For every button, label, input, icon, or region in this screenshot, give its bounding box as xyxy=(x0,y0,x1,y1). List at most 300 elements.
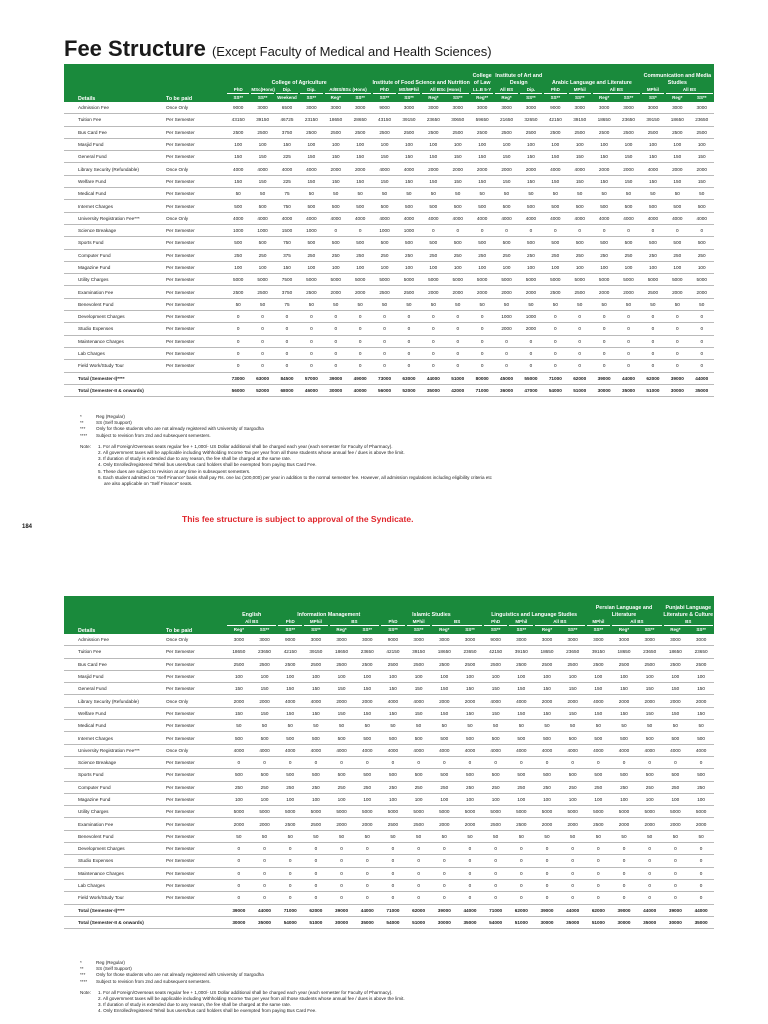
fee-value: 250 xyxy=(560,781,586,793)
fee-value: 0 xyxy=(421,224,445,236)
fee-value: 150 xyxy=(470,175,494,187)
fee-value: 150 xyxy=(277,707,303,719)
fee-value: 500 xyxy=(372,237,396,249)
fee-frequency: Per Semester xyxy=(164,781,226,793)
fee-value: 30000 xyxy=(431,916,457,928)
table2-group-header: Linguistics and Language Studies xyxy=(483,596,586,618)
fee-value: 4000 xyxy=(637,744,663,756)
table1-row xyxy=(64,249,714,261)
fee-item-label: Admission Fee xyxy=(64,102,164,114)
fee-value: 0 xyxy=(616,360,640,372)
fee-value: 5000 xyxy=(470,274,494,286)
fee-value: 3000 xyxy=(637,634,663,646)
fee-value: 250 xyxy=(226,249,250,261)
fee-value: 100 xyxy=(250,261,274,273)
fee-value: 100 xyxy=(446,261,470,273)
fee-value: 0 xyxy=(483,843,509,855)
fee-value: 0 xyxy=(534,892,560,904)
fee-value: 0 xyxy=(226,335,250,347)
fee-value: 5000 xyxy=(665,274,689,286)
table1-row xyxy=(64,102,714,114)
fee-item-label: University Registration Fee*** xyxy=(64,212,164,224)
fee-value: 0 xyxy=(586,855,612,867)
fee-value: 2000 xyxy=(519,163,543,175)
fee-value: 50 xyxy=(543,188,567,200)
fee-value: 0 xyxy=(568,360,592,372)
fee-value: 50 xyxy=(688,830,714,842)
fee-value: 250 xyxy=(303,781,329,793)
fee-value: 2000 xyxy=(637,818,663,830)
fee-value: 500 xyxy=(641,200,665,212)
fee-value: 3000 xyxy=(494,102,518,114)
fee-value: 100 xyxy=(534,670,560,682)
fee-value: 0 xyxy=(348,323,372,335)
fee-value: 0 xyxy=(470,347,494,359)
fee-value: 4000 xyxy=(534,744,560,756)
fee-value: 100 xyxy=(568,138,592,150)
note-text: 6. Each student admitted on "Self Finance" basis shall pay Rs. one lac (100,000) per year in addition to the normal semester fee. However, all admission regulations including eligibility criteria etc xyxy=(98,474,492,480)
fee-value: 0 xyxy=(421,347,445,359)
fee-value: 500 xyxy=(372,200,396,212)
fee-value: 2000 xyxy=(226,695,252,707)
fee-value: 9000 xyxy=(380,634,406,646)
fee-value: 100 xyxy=(380,670,406,682)
table2-finance-header: SS** xyxy=(567,627,578,632)
fee-value: 5000 xyxy=(592,274,616,286)
fee-value: 4000 xyxy=(688,744,714,756)
fee-value: 100 xyxy=(637,793,663,805)
fee-frequency: Per Semester xyxy=(164,274,226,286)
fee-value: 250 xyxy=(431,781,457,793)
fee-value: 50 xyxy=(250,188,274,200)
table2-total-row xyxy=(64,916,714,928)
fee-value: 150 xyxy=(560,707,586,719)
fee-value: 2000 xyxy=(252,818,278,830)
table2-header xyxy=(64,596,714,634)
fee-frequency: Per Semester xyxy=(164,892,226,904)
table2-program-header: MPhil xyxy=(587,618,611,626)
fee-value: 39150 xyxy=(406,646,432,658)
fee-value: 4000 xyxy=(277,744,303,756)
fee-value: 0 xyxy=(688,879,714,891)
fee-value: 35000 xyxy=(252,916,278,928)
fee-value: 0 xyxy=(470,335,494,347)
table1-program-header: All BSc (Hons) xyxy=(422,86,469,94)
fee-value: 2500 xyxy=(508,818,534,830)
fee-value: 73000 xyxy=(372,372,396,384)
fee-value: 100 xyxy=(592,138,616,150)
fee-value: 39150 xyxy=(641,114,665,126)
fee-value: 0 xyxy=(560,843,586,855)
fee-value: 1000 xyxy=(494,311,518,323)
fee-value: 62000 xyxy=(508,904,534,916)
fee-value: 0 xyxy=(303,855,329,867)
fee-value: 100 xyxy=(446,138,470,150)
fee-value: 150 xyxy=(508,683,534,695)
fee-value: 4000 xyxy=(299,212,323,224)
fee-value: 2000 xyxy=(611,695,637,707)
fee-value: 0 xyxy=(568,335,592,347)
fee-value: 0 xyxy=(457,843,483,855)
fee-value: 250 xyxy=(616,249,640,261)
fee-value: 0 xyxy=(226,879,252,891)
fee-value: 4000 xyxy=(348,212,372,224)
fee-value: 0 xyxy=(250,311,274,323)
fee-value: 50 xyxy=(252,720,278,732)
fee-frequency: Per Semester xyxy=(164,151,226,163)
fee-value: 100 xyxy=(543,261,567,273)
fee-value: 500 xyxy=(637,732,663,744)
fee-value: 0 xyxy=(446,224,470,236)
table1-row xyxy=(64,138,714,150)
fee-value: 2000 xyxy=(354,695,380,707)
fee-value: 51000 xyxy=(508,916,534,928)
fee-value: 50 xyxy=(226,188,250,200)
fee-value: 500 xyxy=(421,200,445,212)
fee-value: 44000 xyxy=(252,904,278,916)
fee-value: 39000 xyxy=(665,372,689,384)
note-text: 1. For all Foreign/Overseas seats regular fee + 1,000/- US Dollar additional shall be charged each year (each semester for Faculty of Pharmacy). xyxy=(98,989,393,995)
fee-value: 500 xyxy=(688,769,714,781)
fee-value: 4000 xyxy=(397,163,421,175)
fee-value: 18650 xyxy=(324,114,348,126)
fee-frequency: Per Semester xyxy=(164,769,226,781)
fee-value: 50 xyxy=(354,830,380,842)
fee-frequency: Per Semester xyxy=(164,646,226,658)
fee-value: 50 xyxy=(421,188,445,200)
fee-value: 3000 xyxy=(299,102,323,114)
fee-value: 49000 xyxy=(348,372,372,384)
fee-value: 0 xyxy=(637,843,663,855)
fee-value: 2500 xyxy=(586,818,612,830)
fee-value: 50 xyxy=(277,830,303,842)
fee-value: 100 xyxy=(226,261,250,273)
fee-value: 0 xyxy=(431,756,457,768)
fee-value: 100 xyxy=(299,261,323,273)
fee-value: 2000 xyxy=(519,286,543,298)
fee-value: 5000 xyxy=(329,806,355,818)
note-text: 4. Only Enrolled/registered Tehsil bus users/bus card holders shall be exempted from paying Bus Card Fee. xyxy=(98,462,317,468)
fee-item-label: Magazine Fund xyxy=(64,793,164,805)
fee-value: 100 xyxy=(421,138,445,150)
fee-value: 4000 xyxy=(380,695,406,707)
fee-value: 150 xyxy=(690,175,715,187)
table1-row xyxy=(64,261,714,273)
fee-value: 5000 xyxy=(397,274,421,286)
fee-value: 500 xyxy=(250,237,274,249)
fee-value: 50 xyxy=(641,188,665,200)
fee-value: 4000 xyxy=(586,695,612,707)
fee-value: 0 xyxy=(275,323,299,335)
fee-value: 100 xyxy=(688,793,714,805)
fee-value: 9000 xyxy=(226,102,250,114)
fee-value: 4000 xyxy=(483,695,509,707)
fee-value: 0 xyxy=(324,347,348,359)
fee-value: 5000 xyxy=(421,274,445,286)
fee-value: 750 xyxy=(275,200,299,212)
fee-value: 150 xyxy=(611,683,637,695)
fee-value: 4000 xyxy=(380,744,406,756)
legend-text: SS (Self Support) xyxy=(96,420,132,426)
table2-finance-header: SS** xyxy=(644,627,655,632)
fee-value: 2500 xyxy=(457,658,483,670)
fee-value: 0 xyxy=(690,224,715,236)
fee-item-label: Tuition Fee xyxy=(64,114,164,126)
table2-program-header: MPhil xyxy=(509,618,533,626)
fee-value: 225 xyxy=(275,151,299,163)
fee-value: 100 xyxy=(397,138,421,150)
fee-value: 2500 xyxy=(252,658,278,670)
fee-value: 150 xyxy=(688,683,714,695)
table2-finance-header: SS** xyxy=(311,627,321,632)
fee-value: 50 xyxy=(494,188,518,200)
fee-value: 50 xyxy=(508,720,534,732)
title-main: Fee Structure xyxy=(64,36,206,61)
fee-value: 0 xyxy=(560,855,586,867)
table2-finance-header: SS** xyxy=(285,627,295,632)
fee-value: 0 xyxy=(372,360,396,372)
fee-value: 51000 xyxy=(641,384,665,396)
fee-value: 51000 xyxy=(303,916,329,928)
fee-value: 0 xyxy=(329,756,355,768)
fee-value: 100 xyxy=(663,793,689,805)
fee-item-label: Examination Fee xyxy=(64,286,164,298)
fee-value: 47000 xyxy=(519,384,543,396)
fee-value: 50 xyxy=(354,720,380,732)
fee-value: 5000 xyxy=(324,274,348,286)
fee-value: 0 xyxy=(519,360,543,372)
table2-program-header: MPhil xyxy=(407,618,431,626)
fee-value: 100 xyxy=(637,670,663,682)
fee-value: 0 xyxy=(637,756,663,768)
fee-value: 3000 xyxy=(303,634,329,646)
fee-value: 23650 xyxy=(252,646,278,658)
fee-value: 4000 xyxy=(592,212,616,224)
fee-value: 0 xyxy=(508,867,534,879)
fee-value: 0 xyxy=(592,311,616,323)
fee-value: 150 xyxy=(226,683,252,695)
fee-value: 500 xyxy=(457,769,483,781)
fee-item-label: Science Breakage xyxy=(64,224,164,236)
fee-value: 2500 xyxy=(406,818,432,830)
fee-value: 42150 xyxy=(380,646,406,658)
fee-value: 4000 xyxy=(275,163,299,175)
table2-group-header: Information Management xyxy=(277,596,380,618)
table2-finance-header: SS** xyxy=(490,627,501,632)
fee-value: 50 xyxy=(431,830,457,842)
fee-value: 0 xyxy=(348,311,372,323)
fee-value: 0 xyxy=(534,879,560,891)
fee-value: 500 xyxy=(303,732,329,744)
fee-value: 0 xyxy=(611,843,637,855)
fee-value: 2500 xyxy=(226,658,252,670)
fee-value: 2500 xyxy=(250,286,274,298)
fee-value: 50 xyxy=(586,720,612,732)
table2-finance-header: SS** xyxy=(593,627,604,632)
fee-value: 100 xyxy=(690,261,715,273)
fee-value: 0 xyxy=(616,323,640,335)
fee-value: 50 xyxy=(611,720,637,732)
fee-value: 2500 xyxy=(372,286,396,298)
fee-value: 500 xyxy=(592,237,616,249)
table1-row xyxy=(64,274,714,286)
fee-value: 0 xyxy=(324,360,348,372)
table1-finance-header: SS** xyxy=(404,95,414,100)
fee-value: 500 xyxy=(543,237,567,249)
fee-value: 73000 xyxy=(226,372,250,384)
fee-value: 0 xyxy=(586,843,612,855)
fee-value: 4000 xyxy=(354,744,380,756)
fee-value: 500 xyxy=(329,769,355,781)
fee-value: 2500 xyxy=(397,286,421,298)
fee-value: 56000 xyxy=(226,384,250,396)
fee-value: 0 xyxy=(372,347,396,359)
fee-value: 75 xyxy=(275,188,299,200)
fee-value: 500 xyxy=(611,732,637,744)
fee-value: 500 xyxy=(354,732,380,744)
fee-value: 250 xyxy=(483,781,509,793)
fee-value: 150 xyxy=(354,707,380,719)
table1-row xyxy=(64,126,714,138)
fee-value: 250 xyxy=(592,249,616,261)
fee-value: 0 xyxy=(508,879,534,891)
table1-program-header: Dip. xyxy=(520,86,542,94)
fee-item-label: Computer Fund xyxy=(64,781,164,793)
fee-value: 0 xyxy=(508,892,534,904)
fee-value: 50 xyxy=(421,298,445,310)
fee-value: 150 xyxy=(688,707,714,719)
fee-value: 0 xyxy=(354,879,380,891)
fee-value: 4000 xyxy=(616,212,640,224)
fee-frequency: Per Semester xyxy=(164,114,226,126)
fee-value: 3000 xyxy=(560,634,586,646)
fee-value: 100 xyxy=(508,793,534,805)
fee-value: 250 xyxy=(299,249,323,261)
fee-value: 0 xyxy=(446,347,470,359)
fee-value: 0 xyxy=(303,879,329,891)
fee-value: 50 xyxy=(372,298,396,310)
fee-value: 0 xyxy=(611,855,637,867)
fee-value: 39000 xyxy=(431,904,457,916)
fee-value: 1000 xyxy=(299,224,323,236)
fee-item-label: Utility Charges xyxy=(64,274,164,286)
fee-frequency: Per Semester xyxy=(164,879,226,891)
table1-row xyxy=(64,311,714,323)
note-text: 3. If duration of study is extended due to any reason, the fee shall be charged at the same rate. xyxy=(98,456,292,462)
fee-value: 150 xyxy=(446,151,470,163)
fee-value: 0 xyxy=(250,360,274,372)
fee-value: 375 xyxy=(275,249,299,261)
fee-frequency: Per Semester xyxy=(164,707,226,719)
fee-value: 0 xyxy=(690,347,715,359)
table1-row xyxy=(64,175,714,187)
table1-group-header: Institute of Art and Design xyxy=(494,64,543,86)
fee-value: 0 xyxy=(508,843,534,855)
fee-value: 50 xyxy=(397,298,421,310)
fee-value: 500 xyxy=(457,732,483,744)
page-number: 184 xyxy=(22,524,33,530)
fee-value: 57000 xyxy=(299,372,323,384)
fee-value: 5000 xyxy=(250,274,274,286)
fee-value: 44000 xyxy=(690,372,715,384)
fee-value: 0 xyxy=(470,311,494,323)
fee-value: 0 xyxy=(641,323,665,335)
fee-value: 23650 xyxy=(637,646,663,658)
fee-value: 5000 xyxy=(348,274,372,286)
fee-value: 500 xyxy=(431,732,457,744)
fee-value: 18650 xyxy=(665,114,689,126)
fee-value: 39000 xyxy=(663,904,689,916)
fee-value: 0 xyxy=(380,756,406,768)
fee-item-label: Total (Semester-II & onwards) xyxy=(64,384,164,396)
fee-value: 2500 xyxy=(299,126,323,138)
fee-value: 0 xyxy=(688,855,714,867)
fee-value: 100 xyxy=(277,793,303,805)
fee-value: 2500 xyxy=(446,126,470,138)
fee-value: 0 xyxy=(690,323,715,335)
fee-value: 4000 xyxy=(250,212,274,224)
legend-text: Reg (Regular) xyxy=(96,414,125,419)
table1-row xyxy=(64,360,714,372)
fee-value: 2000 xyxy=(457,695,483,707)
fee-value: 2500 xyxy=(568,286,592,298)
table1-finance-header: Reg* xyxy=(501,95,512,100)
fee-value: 0 xyxy=(226,311,250,323)
fee-value: 9000 xyxy=(277,634,303,646)
fee-value: 3000 xyxy=(421,102,445,114)
fee-value: 100 xyxy=(470,261,494,273)
table1-finance-header: Weekend xyxy=(277,95,297,100)
fee-value: 1000 xyxy=(519,311,543,323)
fee-value: 3000 xyxy=(324,102,348,114)
fee-value: 4000 xyxy=(299,163,323,175)
fee-value: 71000 xyxy=(543,372,567,384)
fee-value: 2500 xyxy=(277,818,303,830)
fee-value: 4000 xyxy=(568,212,592,224)
fee-value: 150 xyxy=(534,683,560,695)
fee-value: 39000 xyxy=(226,904,252,916)
fee-value: 4000 xyxy=(446,212,470,224)
legend-text: Only for those students who are not already registered with University of Sargodha xyxy=(96,426,264,432)
fee-value: 150 xyxy=(560,683,586,695)
fee-value: 43150 xyxy=(372,114,396,126)
fee-value: 100 xyxy=(641,261,665,273)
fee-value: 250 xyxy=(494,249,518,261)
fee-value: 2500 xyxy=(406,658,432,670)
fee-value: 4000 xyxy=(508,744,534,756)
fee-value: 2500 xyxy=(354,658,380,670)
fee-value: 5000 xyxy=(252,806,278,818)
fee-value: 150 xyxy=(637,683,663,695)
fee-value: 0 xyxy=(299,347,323,359)
fee-value: 100 xyxy=(348,138,372,150)
fee-item-label: Benevolent Fund xyxy=(64,298,164,310)
fee-value: 100 xyxy=(534,793,560,805)
fee-value: 150 xyxy=(592,151,616,163)
fee-value: 500 xyxy=(446,237,470,249)
fee-value: 3000 xyxy=(252,634,278,646)
fee-value: 150 xyxy=(303,707,329,719)
fee-value: 0 xyxy=(568,323,592,335)
fee-value: 0 xyxy=(663,855,689,867)
fee-frequency: Per Semester xyxy=(164,323,226,335)
fee-value: 54000 xyxy=(483,916,509,928)
fee-value: 0 xyxy=(665,311,689,323)
fee-value: 4000 xyxy=(663,744,689,756)
fee-value: 225 xyxy=(275,175,299,187)
table2-row xyxy=(64,892,714,904)
fee-value: 150 xyxy=(592,175,616,187)
